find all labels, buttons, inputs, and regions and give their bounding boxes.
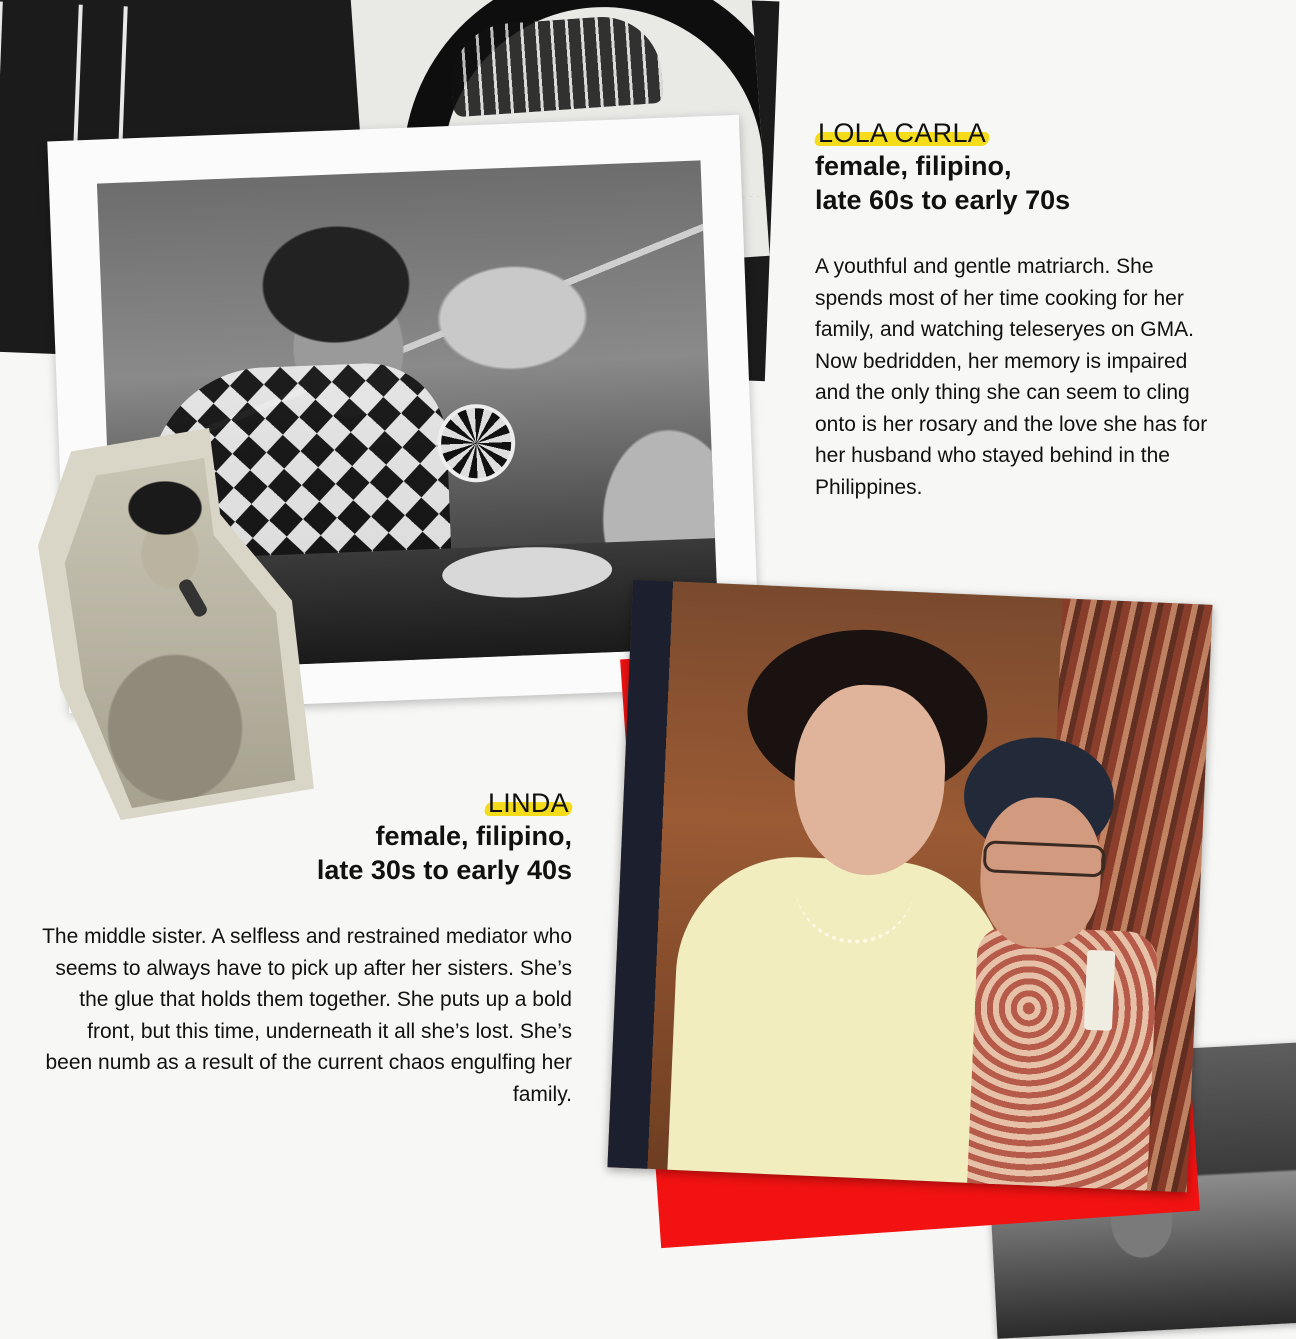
lint-roller (1084, 950, 1115, 1031)
character-description: The middle sister. A selfless and restrained mediator who seems to always have to pick up after her sisters. She’s the glue that holds them together. She puts up a bold front, but this time, underneath it all she’s lost. She’s been numb as a result of the current chaos engulfing her family. (42, 925, 572, 1106)
character-name: LOLA CARLA (815, 118, 989, 149)
character-demographic: female, filipino, (375, 821, 572, 851)
character-age-range: late 30s to early 40s (316, 855, 572, 885)
floral-shirt (967, 925, 1159, 1192)
character-name: LINDA (485, 788, 572, 819)
character-age-range: late 60s to early 70s (815, 185, 1071, 215)
character-block-linda (40, 788, 572, 1110)
woman-face (791, 682, 949, 878)
eyeglasses-icon (983, 840, 1106, 877)
character-demographic: female, filipino, (815, 151, 1012, 181)
two-women-color-photo (607, 580, 1212, 1193)
white-line-decoration (0, 2, 3, 232)
character-block-lola-carla (815, 118, 1235, 503)
character-description: A youthful and gentle matriarch. She spends most of her time cooking for her family, and watching teleseryes on GMA. Now bedridden, her memory is impaired and the only thing she can seem to cling onto is her rosary and the love she has for her husband who stayed behind in the Philippines. (815, 255, 1208, 499)
